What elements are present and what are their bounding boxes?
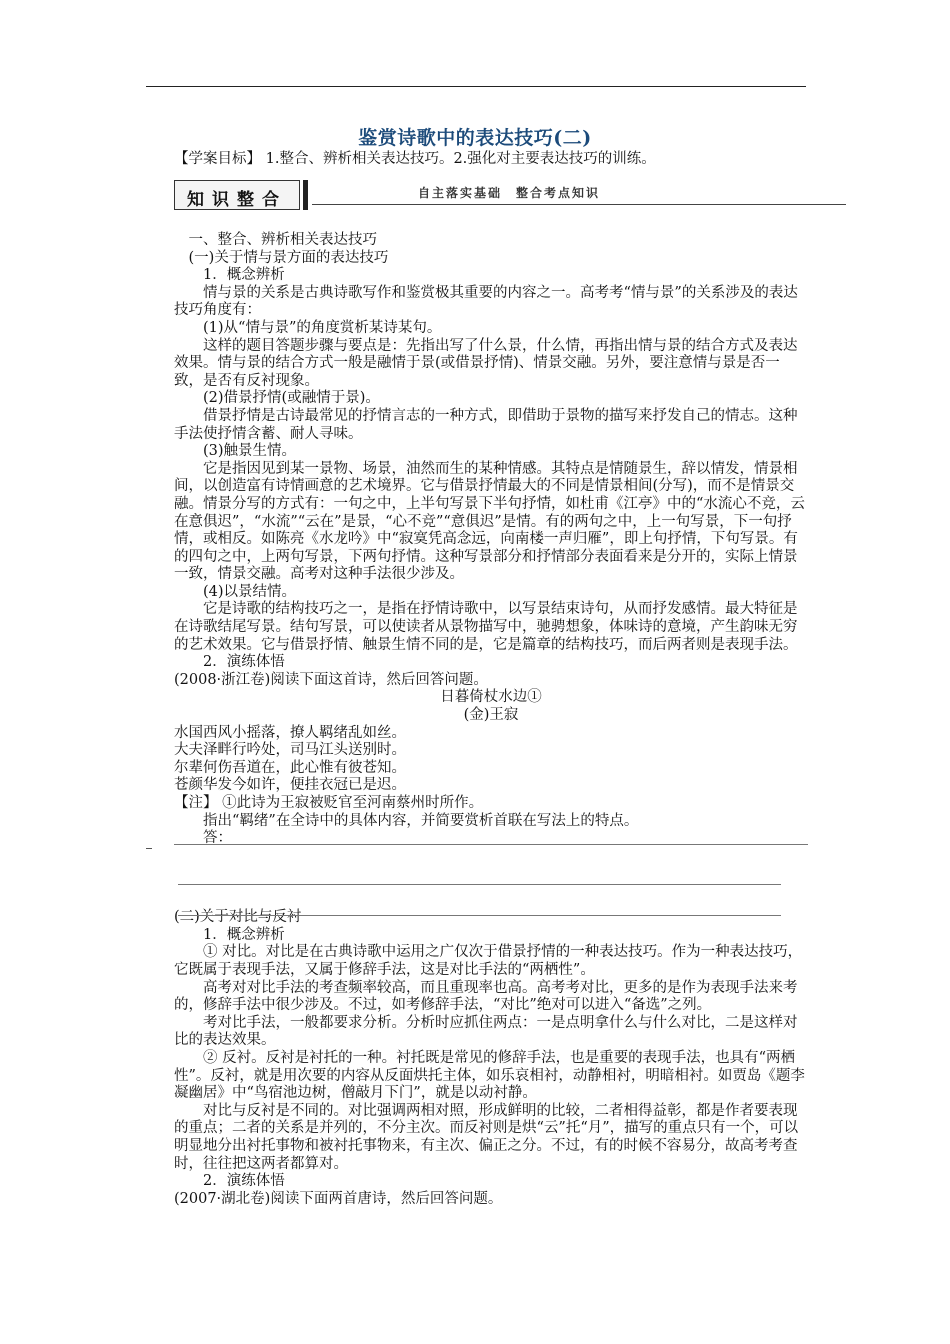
poem-author: (金)王寂 — [463, 707, 519, 724]
answer-line[interactable] — [178, 915, 781, 916]
paragraph: ① 对比。对比是在古典诗歌中运用之广仅次于借景抒情的一种表达技巧。作为一种表达技巧，它既属于表现手法，又属于修辞手法，这是对比手法的“两栖性”。 — [174, 944, 803, 978]
poem-line: 大夫泽畔行吟处，司马江头送别时。 — [174, 742, 406, 759]
poem-line: 水国西风小摇落，撩人羁绪乱如丝。 — [174, 724, 406, 741]
banner-divider — [303, 180, 308, 210]
paragraph: 对比与反衬是不同的。对比强调两相对照，形成鲜明的比较，二者相得益彰，都是作者要表现的重点；二者的关系是并列的，不分主次。而反衬则是烘“云”托“月”，描写的重点只有一个，可以明显地分出衬托事物和被衬托事物来，有主次、偏正之分。不过，有的时候不容易分，故高考考查时，往往把这两者都算对。 — [174, 1102, 799, 1172]
banner-box — [174, 180, 300, 210]
banner-subtitle: 自主落实基础 整合考点知识 — [418, 186, 601, 200]
exercise-question: 指出“羁绪”在全诗中的具体内容，并简要赏析首联在写法上的特点。 — [203, 812, 639, 829]
section-banner — [174, 178, 846, 212]
paragraph: (1)从“情与景”的角度赏析某诗某句。 — [203, 319, 442, 336]
paragraph: (2)借景抒情(或融情于景)。 — [203, 390, 380, 407]
paragraph: 高考对对比手法的考查频率较高，而且重现率也高。高考考对比，更多的是作为表现手法来考的，修辞手法中很少涉及。不过，如考修辞手法，“对比”绝对可以进入“备选”之列。 — [174, 979, 798, 1014]
paragraph: 它是指因见到某一景物、场景，油然而生的某种情感。其特点是情随景生，辞以情发，情景相间，以创造富有诗情画意的艺术境界。它与借景抒情最大的不同是情景相间(分写)，而不是情景交融。情景分写的方式有：一句之中，上半句写景下半句抒情，如杜甫《江亭》中的“水流心不竞，云在意俱迟”，“水流”“云在”是景，“心不竞”“意俱迟”是情。有的两句之中，上一句写景，下一句抒情，或相反。如陈亮《水龙吟》中“寂寞凭高念远，向南楼一声归雁”，即上句抒情，下句写景。有的四句之中，上两句写景，下两句抒情。这种写景部分和抒情部分表面看来是分开的，实际上情景一致，情景交融。高考对这种手法很少涉及。 — [174, 460, 805, 583]
margin-dash — [146, 848, 152, 849]
main-content — [174, 232, 808, 1208]
header-rule — [146, 86, 806, 87]
item-heading: 1．概念辨析 — [203, 267, 285, 284]
paragraph: ② 反衬。反衬是衬托的一种。衬托既是常见的修辞手法，也是重要的表现手法，也具有“两栖性”。反衬，就是用次要的内容从反面烘托主体，如乐哀相衬，动静相衬，明暗相衬。如贾岛《题李凝幽居》中“鸟宿池边树，僧敲月下门”，就是以动衬静。 — [174, 1049, 805, 1102]
item-heading: 2．演练体悟 — [203, 654, 285, 671]
exercise-intro: (2008·浙江卷)阅读下面这首诗，然后回答问题。 — [174, 671, 488, 688]
paragraph: 考对比手法，一般都要求分析。分析时应抓住两点：一是点明拿什么与什么对比，二是这样对比的表达效果。 — [174, 1014, 798, 1049]
item-heading: 1．概念辨析 — [203, 926, 285, 943]
subsection-heading: (一)关于情与景方面的表达技巧 — [188, 249, 389, 266]
poem-line: 尔辈何伤吾道在，此心惟有彼苍知。 — [174, 759, 406, 776]
poem-title: 日暮倚杖水边① — [440, 689, 542, 706]
subsection-heading: (二)关于对比与反衬 — [174, 909, 302, 926]
exercise-intro: (2007·湖北卷)阅读下面两首唐诗，然后回答问题。 — [174, 1190, 503, 1207]
answer-label: 答： — [203, 830, 232, 847]
paragraph: 借景抒情是古诗最常见的抒情言志的一种方式，即借助于景物的描写来抒发自己的情志。这种手法使抒情含蓄、耐人寻味。 — [174, 407, 798, 442]
paragraph: (3)触景生情。 — [203, 443, 297, 460]
answer-space — [174, 845, 808, 909]
paragraph: 这样的题目答题步骤与要点是：先指出写了什么景，什么情，再指出情与景的结合方式及表达效果。情与景的结合方式一般是融情于景(或借景抒情)、情景交融。另外，要注意情与景是否一致，是否有反衬现象。 — [174, 337, 798, 389]
banner-underline — [312, 204, 846, 205]
paragraph: (4)以景结情。 — [203, 583, 297, 600]
poem-note: 【注】 ①此诗为王寂被贬官至河南蔡州时所作。 — [174, 795, 484, 811]
page-title: 鉴赏诗歌中的表达技巧(二) — [358, 127, 592, 149]
paragraph: 情与景的关系是古典诗歌写作和鉴赏极其重要的内容之一。高考考“情与景”的关系涉及的表达技巧角度有： — [174, 284, 798, 319]
poem-line: 苍颜华发今如许，便挂衣冠已是迟。 — [174, 777, 406, 794]
answer-line[interactable] — [174, 830, 808, 845]
answer-line[interactable] — [178, 884, 781, 885]
section-heading: 一、整合、辨析相关表达技巧 — [188, 232, 377, 248]
item-heading: 2．演练体悟 — [203, 1173, 285, 1190]
paragraph: 它是诗歌的结构技巧之一，是指在抒情诗歌中，以写景结束诗句，从而抒发感情。最大特征是在诗歌结尾写景。结句写景，可以使读者从景物描写中，驰骋想象，体味诗的意境，产生韵味无穷的艺术效果。它与借景抒情、触景生情不同的是，它是篇章的结构技巧，而后两者则是表现手法。 — [174, 601, 798, 653]
learning-objectives: 【学案目标】 1.整合、辨析相关表达技巧。2.强化对主要表达技巧的训练。 — [174, 151, 656, 167]
banner-main-text: 知识整合 — [187, 190, 287, 210]
